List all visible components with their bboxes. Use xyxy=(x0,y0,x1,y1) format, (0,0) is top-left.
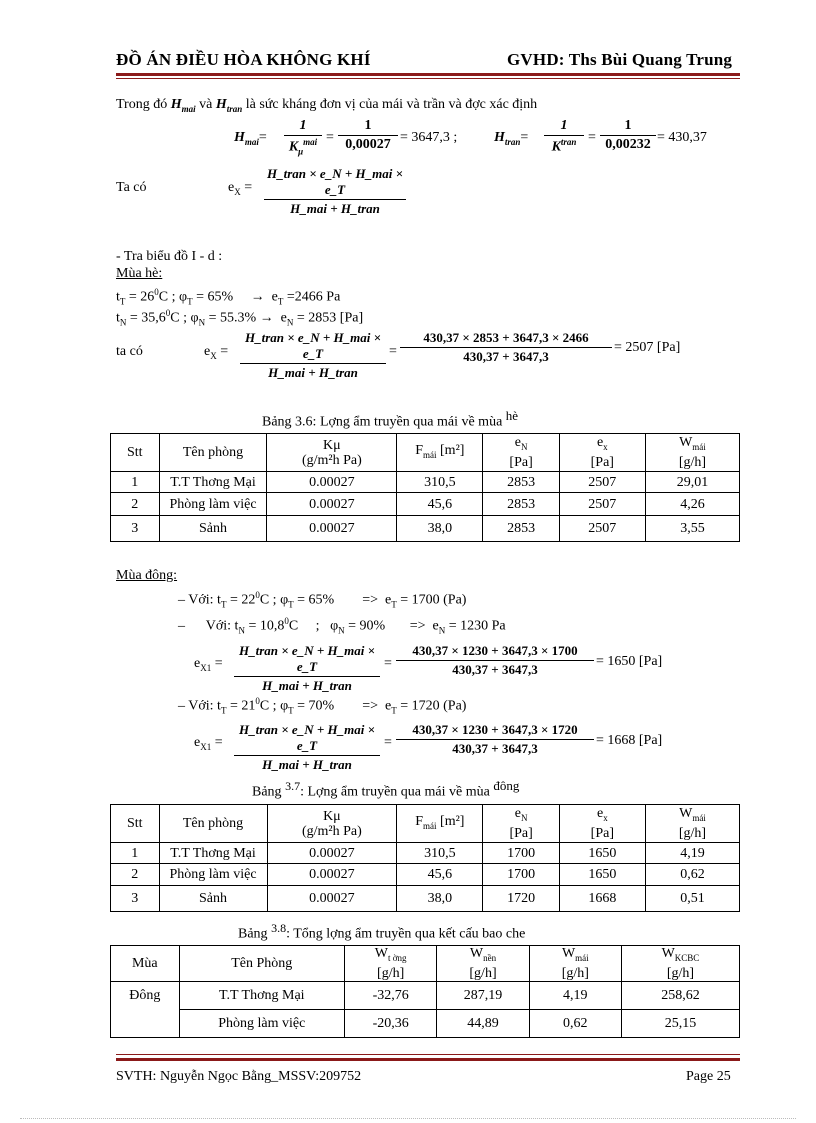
footer-student: SVTH: Nguyễn Ngọc Bằng_MSSV:209752 xyxy=(116,1069,362,1084)
htran-label: $H_{tran}=$ xyxy=(494,130,529,147)
th-stt: Stt xyxy=(111,805,160,843)
ta-co-label: Ta có xyxy=(116,180,147,195)
h-mai-symbol: $H_{mai}$ xyxy=(170,97,196,114)
table-summer-roof-moisture xyxy=(110,433,740,542)
fraction-1-over-00232: $\frac{1}{0,00232}$ xyxy=(600,118,656,153)
ex1-label-a: $e_{X1}$ = xyxy=(194,656,223,673)
fraction-1-over-ktran: 1 $K^{tran}$ xyxy=(544,118,584,156)
fraction-1-over-00027: $\frac{1}{0,00027}$ xyxy=(338,118,398,153)
table-total-envelope-moisture xyxy=(110,945,740,1038)
th-stt: Stt xyxy=(111,434,160,472)
th-room: Tên phòng xyxy=(159,434,267,472)
fraction-1-over-kmai: 1 $K_\mu^{mai}$ xyxy=(284,118,322,156)
ex1-label-b: $e_{X1}$ = xyxy=(194,735,223,752)
footer-page-number: Page 25 xyxy=(686,1069,731,1084)
footer-rule xyxy=(116,1058,740,1061)
table-row: Phòng làm việc -20,36 44,89 0,62 25,15 xyxy=(111,1009,740,1037)
th-kmu: Kμ (g/m²h Pa) xyxy=(267,805,397,843)
header-rule xyxy=(116,73,740,76)
ex-label: $e_X$ = xyxy=(228,180,253,197)
table-winter-roof-moisture xyxy=(110,804,740,912)
th-fmai: $F_{mái}$ [m²] xyxy=(397,434,483,472)
table3-caption: Bảng $^{3.8}$: Tổng lợng ẩm truyền qua kết cấu bao che xyxy=(238,921,526,942)
intro-line xyxy=(116,97,537,114)
table-row: 2 Phòng làm việc 0.00027 45,6 1700 1650 0,62 xyxy=(111,864,740,886)
arrow-icon: → xyxy=(250,289,265,305)
th-en: $e_N$ [Pa] xyxy=(483,805,559,843)
header-rule-thin xyxy=(116,78,740,79)
header-title: ĐỒ ÁN ĐIỀU HÒA KHÔNG KHÍ xyxy=(116,50,371,69)
th-room: Tên phòng xyxy=(159,805,267,843)
winter-cond-2: – Với: $t_N = 10,8^0C$ ; $\varphi_N = 90\%$ => $e_N = 1230$ Pa xyxy=(178,616,506,636)
ex-formula-fraction-2: H_tran × e_N + H_mai × e_T H_mai + H_tran xyxy=(240,330,386,381)
th-en: $e_N$ [Pa] xyxy=(483,434,559,472)
th-wnen: $W_{nền}$ [g/h] xyxy=(437,946,529,982)
table-row: 1 T.T Thơng Mại 0.00027 310,5 2853 2507 29,01 xyxy=(111,472,740,493)
intro-text-b: và xyxy=(199,97,213,112)
eq-sign-2: = xyxy=(588,130,596,145)
eq-sign-3: = xyxy=(389,344,397,359)
th-fmai: $F_{mái}$ [m²] xyxy=(397,805,483,843)
intro-text-a: Trong đó xyxy=(116,97,168,112)
eq-sign-1: = xyxy=(326,130,334,145)
ta-co-label-2: ta có xyxy=(116,344,143,359)
summer-title: Mùa hè: xyxy=(116,266,163,281)
intro-text-c: là sức kháng đơn vị của mái và trần và đợc xác định xyxy=(245,97,538,112)
ex1-formula-fraction-a: H_tran × e_N + H_mai × e_T H_mai + H_tran xyxy=(234,643,380,694)
ex-formula-fraction: H_tran × e_N + H_mai × e_T H_mai + H_tran xyxy=(264,166,406,217)
ex-label-2: $e_X$ = xyxy=(204,344,229,361)
table-row: 2 Phòng làm việc 0.00027 45,6 2853 2507 4,26 xyxy=(111,493,740,516)
table-row: 3 Sảnh 0.00027 38,0 1720 1668 0,51 xyxy=(111,886,740,912)
ex-result: = 2507 [Pa] xyxy=(614,340,681,355)
summer-cond-2: $t_N = 35,6^0C$ ; $\varphi_N = 55.3\% \to e_N = 2853$ [Pa] xyxy=(116,308,364,328)
arrow-icon: → xyxy=(259,310,274,326)
summer-cond-1: $t_T = 26^0C$ ; $\varphi_T = 65\%$ → $e_T =2466$ Pa xyxy=(116,287,341,307)
table-row: Đông T.T Thơng Mại -32,76 287,19 4,19 258,62 xyxy=(111,981,740,1009)
table-row: 1 T.T Thơng Mại 0.00027 310,5 1700 1650 4,19 xyxy=(111,843,740,864)
eq-sign-5: = xyxy=(384,735,392,750)
winter-cond-1: – Với: $t_T = 22^0C$ ; $\varphi_T = 65\%$ => $e_T = 1700$ (Pa) xyxy=(178,590,467,610)
ex-value-fraction: $\frac{430,37 \times 2853 + 3647,3 \times 2466}{430,37 + 3647,3}$ xyxy=(400,330,612,365)
header-instructor: GVHD: Ths Bùi Quang Trung xyxy=(507,50,733,69)
th-kmu: Kμ (g/m²h Pa) xyxy=(267,434,397,472)
th-ex: $e_x$ [Pa] xyxy=(559,805,645,843)
th-wmai: $W_{mái}$ [g/h] xyxy=(529,946,621,982)
ex1-value-fraction-b: $\frac{430,37 \times 1230 + 3647,3 \times 1720}{430,37 + 3647,3}$ xyxy=(396,722,594,757)
ex1-result-a: = 1650 [Pa] xyxy=(596,654,663,669)
th-season: Mùa xyxy=(111,946,180,982)
winter-cond-3: – Với: $t_T = 21^0C$ ; $\varphi_T = 70\%$ => $e_T = 1720$ (Pa) xyxy=(178,696,467,716)
table2-caption: Bảng $^{3.7}$: Lợng ẩm truyền qua mái về mùa $^{đông}$ xyxy=(252,778,520,800)
ex1-formula-fraction-b: H_tran × e_N + H_mai × e_T H_mai + H_tran xyxy=(234,722,380,773)
footer-rule-thin xyxy=(116,1054,740,1055)
table1-caption: Bảng 3.6: Lợng ẩm truyền qua mái về mùa $^{hè}$ xyxy=(262,408,519,430)
th-wtuong: $W_{t ờng}$ [g/h] xyxy=(345,946,437,982)
th-wmai: $W_{mái}$ [g/h] xyxy=(645,805,739,843)
ex1-result-b: = 1668 [Pa] xyxy=(596,733,663,748)
table-row: 3 Sảnh 0.00027 38,0 2853 2507 3,55 xyxy=(111,516,740,542)
page-bottom-border xyxy=(20,1118,796,1119)
hmai-result: = 3647,3 ; xyxy=(400,130,458,145)
th-wmai: $W_{mái}$ [g/h] xyxy=(645,434,739,472)
eq-sign-4: = xyxy=(384,656,392,671)
chart-lookup-line: - Tra biểu đồ I - d : xyxy=(116,249,223,264)
winter-title: Mùa đông: xyxy=(116,568,178,583)
h-tran-symbol: $H_{tran}$ xyxy=(215,97,243,114)
htran-result: = 430,37 xyxy=(657,130,707,145)
th-room-name: Tên Phòng xyxy=(179,946,344,982)
th-ex: $e_x$ [Pa] xyxy=(559,434,645,472)
th-wkcbc: $W_{KCBC}$ [g/h] xyxy=(621,946,739,982)
season-cell: Đông xyxy=(111,981,180,1037)
hmai-label: $H_{mai}=$ xyxy=(234,130,267,147)
ex1-value-fraction-a: $\frac{430,37 \times 1230 + 3647,3 \times 1700}{430,37 + 3647,3}$ xyxy=(396,643,594,678)
